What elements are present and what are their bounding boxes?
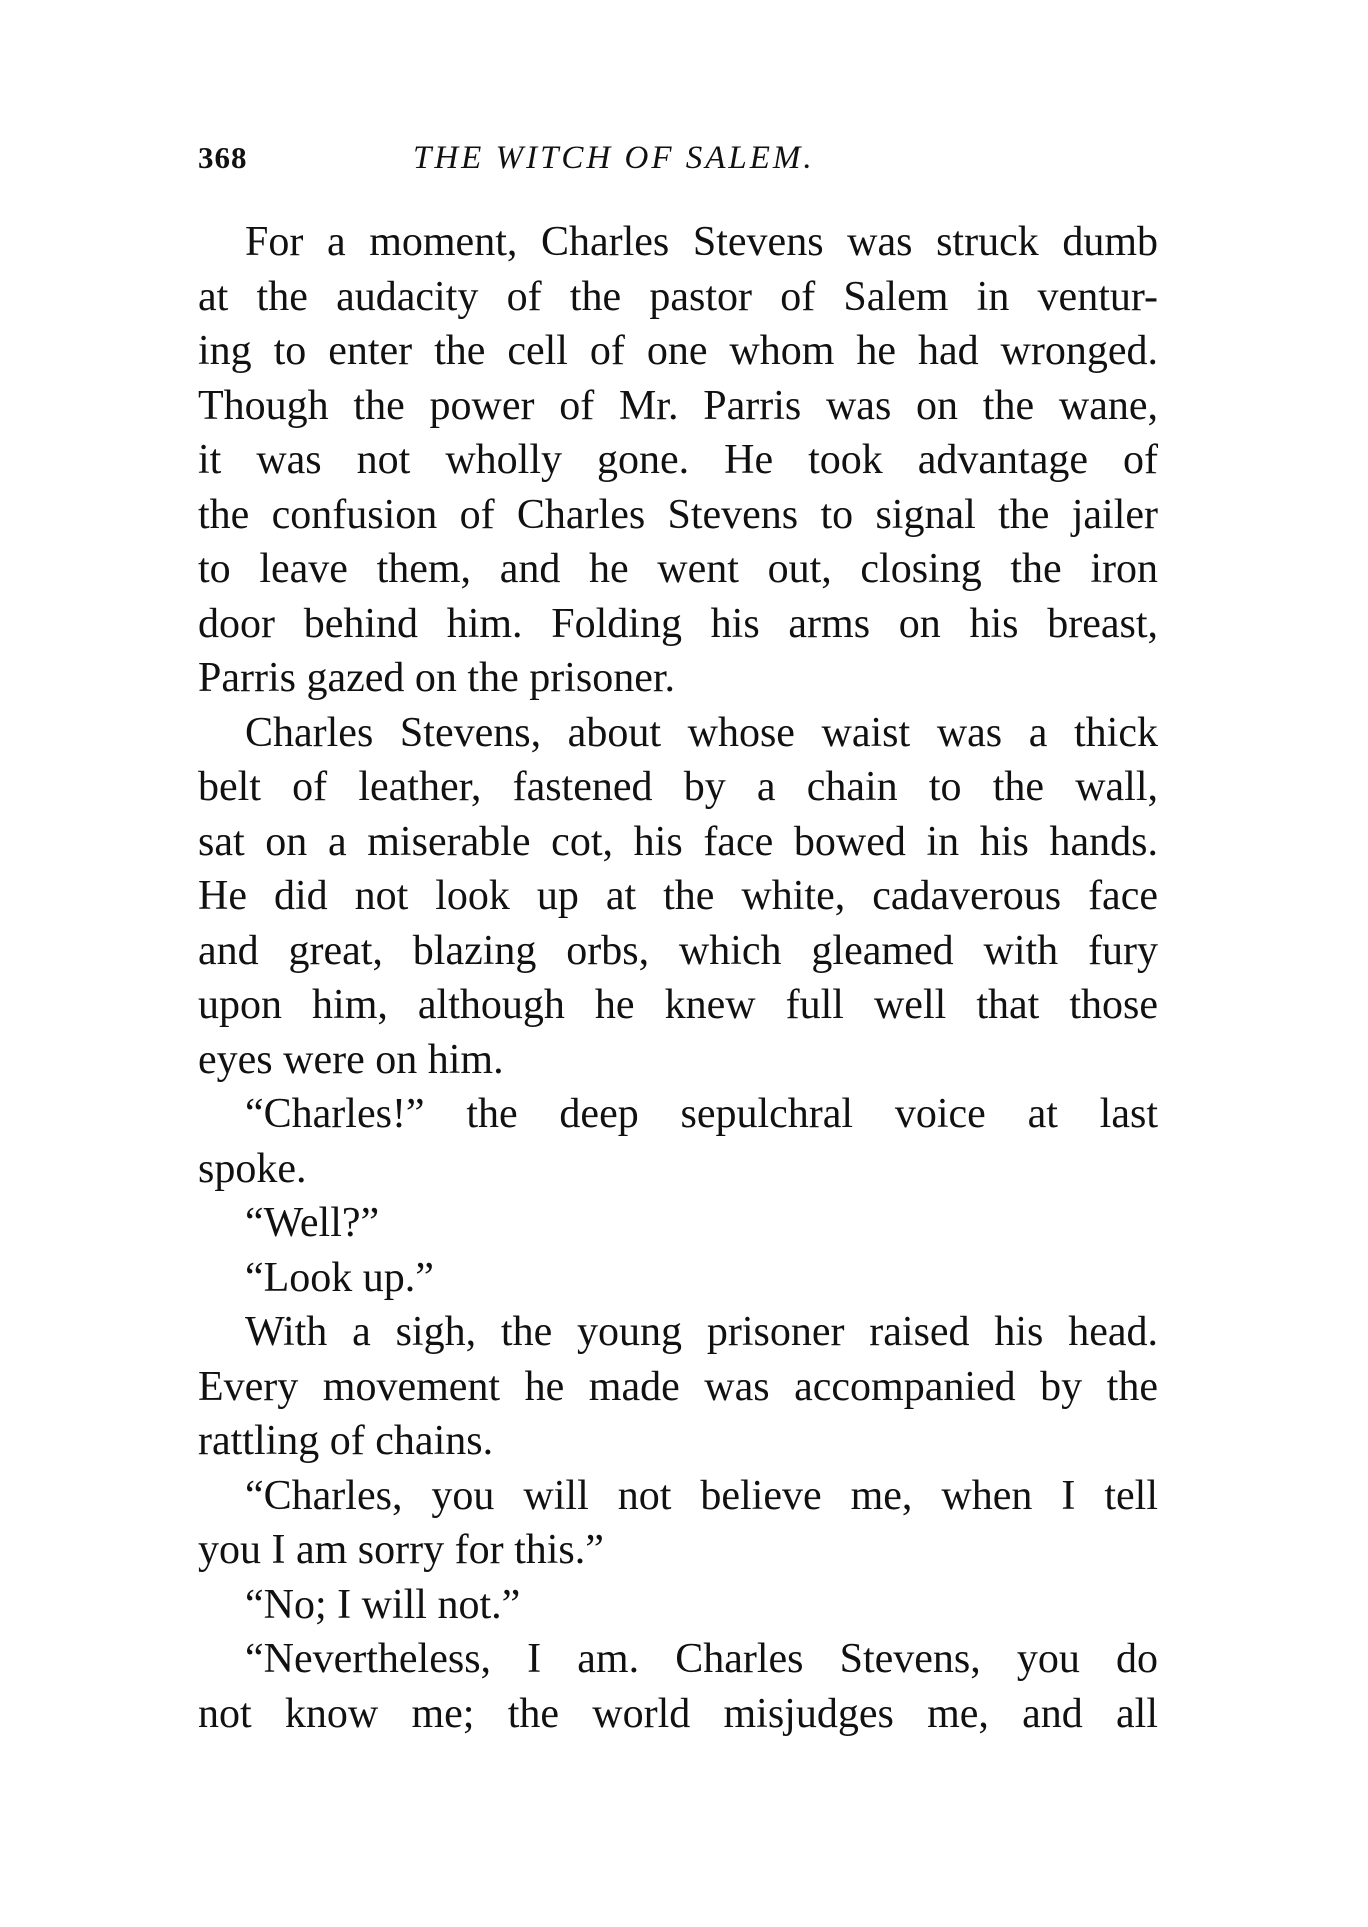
text-line: Though the power of Mr. Parris was on the wane, [198,382,1158,429]
text-line: “Charles, you will not believe me, when I tell [245,1472,1158,1519]
text-line: Parris gazed on the prisoner. [198,655,676,701]
text-line: ing to enter the cell of one whom he had wronged. [198,328,1158,374]
text-line: “Well?” [245,1200,380,1246]
text-line: not know me; the world misjudges me, and all [198,1690,1158,1737]
running-title: THE WITCH OF SALEM. [413,140,815,176]
text-line: it was not wholly gone. He took advantage of [198,437,1158,483]
text-line: door behind him. Folding his arms on his breast, [198,600,1158,647]
text-line: belt of leather, fastened by a chain to the wall, [198,764,1158,810]
page-number: 368 [198,140,248,175]
text-line: upon him, although he knew full well that those [198,982,1158,1028]
text-line: With a sigh, the young prisoner raised his head. [245,1309,1158,1355]
text-line: “Look up.” [245,1254,434,1301]
text-line: you I am sorry for this.” [198,1527,604,1573]
text-line: rattling of chains. [198,1418,494,1464]
text-line: to leave them, and he went out, closing the iron [198,546,1158,592]
text-line: “No; I will not.” [245,1581,521,1628]
body-text [198,215,1158,1741]
text-line: Charles Stevens, about whose waist was a thick [245,709,1158,756]
running-header [198,140,1155,188]
text-line: at the audacity of the pastor of Salem in ventur- [198,273,1158,320]
text-line: spoke. [198,1145,307,1192]
text-line: He did not look up at the white, cadaverous face [198,873,1158,919]
text-line: “Charles!” the deep sepulchral voice at last [245,1091,1158,1137]
text-line: Every movement he made was accompanied by the [198,1363,1158,1410]
text-line: “Nevertheless, I am. Charles Stevens, you do [245,1636,1158,1682]
text-line: eyes were on him. [198,1036,504,1083]
text-line: For a moment, Charles Stevens was struck dumb [245,219,1158,265]
text-line: and great, blazing orbs, which gleamed with fury [198,927,1158,974]
text-line: sat on a miserable cot, his face bowed in his hands. [198,818,1158,865]
text-line: the confusion of Charles Stevens to signal the jailer [198,491,1158,538]
